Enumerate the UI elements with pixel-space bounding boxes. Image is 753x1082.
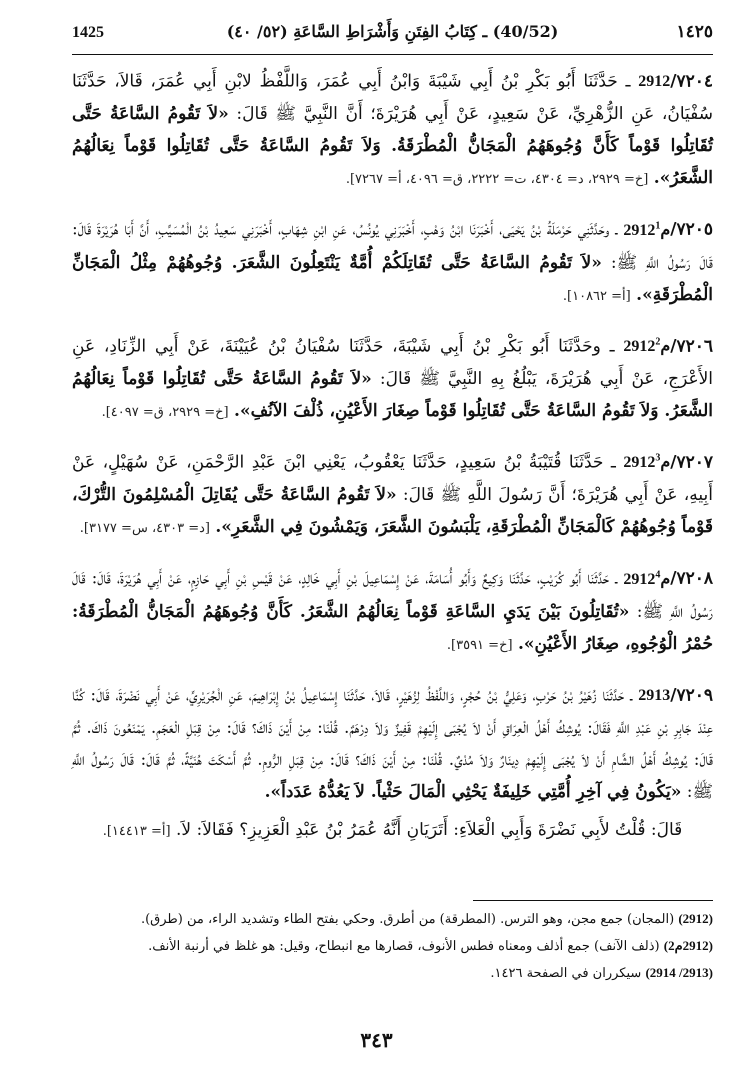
hadith-entry: [72, 62, 713, 196]
hadith-reference: [أ= ١٤٤١٣].: [102, 823, 171, 839]
hadith-entry: [72, 676, 713, 848]
hadith-number: ٧٢٠٥/: [670, 219, 713, 240]
hadith-isnad: ـ وحَدَّثَنَا أَبُو بَكْرِ بْنُ أَبِي شَيْبَةَ، حَدَّثَنَا سُفْيَانُ بْنُ عُيَيْنَةَ، عَنْ أَبِي الزِّنَادِ، عَنِ الأَعْرَجِ، عَنْ أَبِي هُرَيْرَةَ، يَبْلُغُ بِهِ النَّبِيَّ ﷺ قَالَ:: [72, 335, 714, 389]
footnote-key: (2912): [678, 911, 713, 926]
footnote: [72, 933, 713, 960]
hadith-latin-number: 2912م$^4$: [623, 569, 671, 588]
hadith-text: «لاَ تَقُومُ السَّاعَةُ حَتَّى تُقَاتِلُوا قَوْماً كَأَنَّ وُجُوهَهُمُ الْمَجَانُّ الْمُطْرَقَةُ. وَلاَ تَقُومُ السَّاعَةُ حَتَّى تُقَاتِلُوا قَوْماً نِعَالُهُمُ الشَّعَرُ».: [72, 104, 713, 189]
hadith-number: ٧٢٠٦/: [670, 335, 714, 356]
header-rule: [72, 54, 713, 55]
hadith-isnad: ـ حَدَّثَنَا قُتَيْبَةُ بْنُ سَعِيدٍ، حَدَّثَنَا يَعْقُوبُ، يَعْنِي ابْنَ عَبْدِ الرَّحْمَنِ، عَنْ سُهَيْلٍ، عَنْ أَبِيهِ، عَنْ أَبِي هُرَيْرَةَ؛ أَنَّ رَسُولَ اللَّهِ ﷺ قَالَ:: [72, 452, 713, 506]
hadith-isnad: ـ وحَدَّثَنِي حَرْمَلَةُ بْنُ يَحْيَى، أَخْبَرَنَا ابْنُ وَهْبٍ، أَخْبَرَنِي يُونُسُ، عَنِ ابْنِ شِهَابٍ، أَخْبَرَنِي سَعِيدُ بْنُ الْمُسَيِّبِ، أَنَّ أَبَا هُرَيْرَةَ قَالَ: قَالَ رَسُولُ اللَّهِ ﷺ:: [72, 219, 713, 273]
hadith-text: «لاَ تَقُومُ السَّاعَةُ حَتَّى تُقَاتِلَكُمْ أُمَّةٌ يَنْتَعِلُونَ الشَّعَرَ. وُجُوهُهُمْ مِثْلُ الْمَجَانِّ الْمُطْرَقَةِ».: [72, 252, 713, 305]
footnote-key: (2913/ 2914): [645, 965, 713, 980]
hadith-text: «لاَ تَقُومُ السَّاعَةُ حَتَّى يُقَاتِلَ الْمُسْلِمُونَ التُّرْكَ، قَوْماً وُجُوهُهُمْ كَالْمَجَانِّ الْمُطْرَقَةِ، يَلْبَسُونَ الشَّعَرَ، وَيَمْشُونَ فِي الشَّعَرِ».: [72, 485, 713, 538]
footnote-key: (2912م2): [663, 938, 713, 953]
hadith-isnad: ـ حَدَّثَنَا أَبُو كُرَيْبٍ، حَدَّثَنَا وَكِيعٌ وَأَبُو أُسَامَةَ، عَنْ إِسْمَاعِيلَ بْنِ أَبِي خَالِدٍ، عَنْ قَيْسِ بْنِ أَبِي حَازِمٍ، عَنْ أَبِي هُرَيْرَةَ، قَالَ: قَالَ رَسُولُ اللَّهِ ﷺ:: [72, 568, 714, 622]
footnote-text: (المجان) جمع مجن، وهو الترس. (المطرقة) من أطرق. وحكي بفتح الطاء وتشديد الراء، من (طرق).: [140, 912, 675, 927]
hadith-reference: [خ= ٢٩٢٩، د= ٤٣٠٤، ت= ٢٢٢٢، ق= ٤٠٩٦، أ= ٧٢٦٧].: [345, 172, 649, 188]
hadith-number: ٧٢٠٩/: [670, 684, 713, 705]
footnote-rule: [473, 900, 713, 901]
footnote-text: (ذلف الآنف) جمع أذلف ومعناه فطس الأنوف، قصارها مع انبطاح، وقيل: هو غلظ في أرنبة الأنف.: [148, 939, 660, 954]
hadith-latin-number: 2912: [638, 73, 671, 91]
hadith-reference: [أ= ١٠٨٦٢].: [562, 288, 631, 304]
hadith-number: ٧٢٠٤/: [670, 71, 714, 92]
hadith-isnad: ـ حَدَّثَنَا زُهَيْرُ بْنُ حَرْبٍ، وَعَلِيُّ بْنُ حُجْرٍ، وَاللَّفْظُ لِزُهَيْرٍ، قَالاَ، حَدَّثَنَا إِسْمَاعِيلُ بْنُ إِبْرَاهِيمَ، عَنِ الْجُرَيْرِيِّ، عَنْ أَبِي نَضْرَةَ، قَالَ: كُنَّا عِنْدَ جَابِرِ بْنِ عَبْدِ اللَّهِ فَقَالَ: يُوشِكُ أَهْلُ الْعِرَاقِ أَنْ لاَ يُجْبَى إِلَيْهِمْ قَفِيزٌ وَلاَ دِرْهَمٌ. قُلْنَا: مِنْ أَيْنَ ذَاكَ؟ قَالَ: مِنْ قِبَلِ الْعَجَمِ. يَمْنَعُونَ ذَاكَ. ثُمَّ قَالَ: يُوشِكُ أَهْلُ الشَّامِ أَنْ لاَ يُجْبَى إِلَيْهِمْ دِينَارٌ وَلاَ مُدْيٌ. قُلْنَا: مِنْ أَيْنَ ذَاكَ؟ قَالَ: مِنْ قِبَلِ الرُّومِ. ثُمَّ أَسْكَتَ هُنَيَّةً، ثُمَّ قَالَ: قَالَ رَسُولُ اللَّهِ ﷺ:: [72, 684, 713, 802]
hadith-number: ٧٢٠٧/: [670, 452, 713, 473]
running-header: [72, 14, 713, 50]
hadith-text: «لاَ تَقُومُ السَّاعَةُ حَتَّى تُقَاتِلُوا قَوْماً نِعَالُهُمُ الشَّعَرُ. وَلاَ تَقُومُ السَّاعَةُ حَتَّى تُقَاتِلُوا قَوْماً صِغَارَ الأَعْيُنِ، ذُلْفَ الآنُفِ».: [72, 368, 713, 421]
hadith-latin-number: 2912م$^1$: [623, 220, 671, 239]
hadith-closing: قَالَ: قُلْتُ لأَبِي نَضْرَةَ وَأَبِي الْعَلاَءِ: أَتَرَيَانِ أَنَّهُ عُمَرُ بْنُ عَبْدِ الْعَزِيزِ؟ فَقَالاَ: لاَ.: [175, 819, 683, 840]
hadith-latin-number: 2912م$^2$: [623, 336, 671, 355]
hadith-isnad: ـ حَدَّثَنَا أَبُو بَكْرِ بْنُ أَبِي شَيْبَةَ وَابْنُ أَبِي عُمَرَ، وَاللَّفْظُ لابْنِ أَبِي عُمَرَ، قَالاَ، حَدَّثَنَا سُفْيَانُ، عَنِ الزُّهْرِيِّ، عَنْ سَعِيدٍ، عَنْ أَبِي هُرَيْرَةَ؛ أَنَّ النَّبِيَّ ﷺ قَالَ:: [72, 71, 714, 125]
header-latin-page-number: 1425: [72, 24, 104, 41]
hadith-entry: [72, 559, 713, 661]
hadith-latin-number: 2913: [638, 686, 671, 704]
header-arabic-page-number: ١٤٢٥: [676, 22, 713, 42]
hadith-text: «يَكُونُ فِي آخِرِ أُمَّتِي خَلِيفَةٌ يَحْثِي الْمَالَ حَثْياً. لاَ يَعُدُّهُ عَدَداً».: [264, 781, 682, 802]
hadith-reference: [خ= ٢٩٢٩، ق= ٤٠٩٧].: [101, 404, 229, 420]
hadith-text: «تُقَاتِلُونَ بَيْنَ يَدَيِ السَّاعَةِ قَوْماً نِعَالُهُمُ الشَّعَرُ. كَأَنَّ وُجُوهَهُمُ الْمَجَانُّ الْمُطْرَقَةُ: حُمْرُ الْوُجُوهِ، صِغَارُ الأَعْيُنِ».: [72, 601, 713, 654]
hadith-reference: [خ= ٣٥٩١].: [446, 637, 513, 653]
hadith-latin-number: 2912م$^3$: [623, 452, 671, 472]
hadith-entry: [72, 327, 713, 429]
page-number: ٣٤٣: [360, 1028, 393, 1052]
hadith-entry: [72, 210, 713, 312]
footnotes: [72, 906, 713, 987]
header-title: (40/52) ـ كِتَابُ الفِتَنِ وَأَشْرَاطِ السَّاعَةِ (٥٢/ ٤٠): [226, 22, 559, 41]
hadith-entry: [72, 443, 713, 545]
footnote: [72, 906, 713, 933]
footnote: [72, 960, 713, 987]
hadith-number: ٧٢٠٨/: [670, 568, 713, 589]
hadith-body: [72, 62, 713, 862]
footnote-text: سيكرران في الصفحة ١٤٢٦.: [490, 966, 642, 981]
hadith-reference: [د= ٤٣٠٣، س= ٣١٧٧].: [79, 521, 210, 537]
